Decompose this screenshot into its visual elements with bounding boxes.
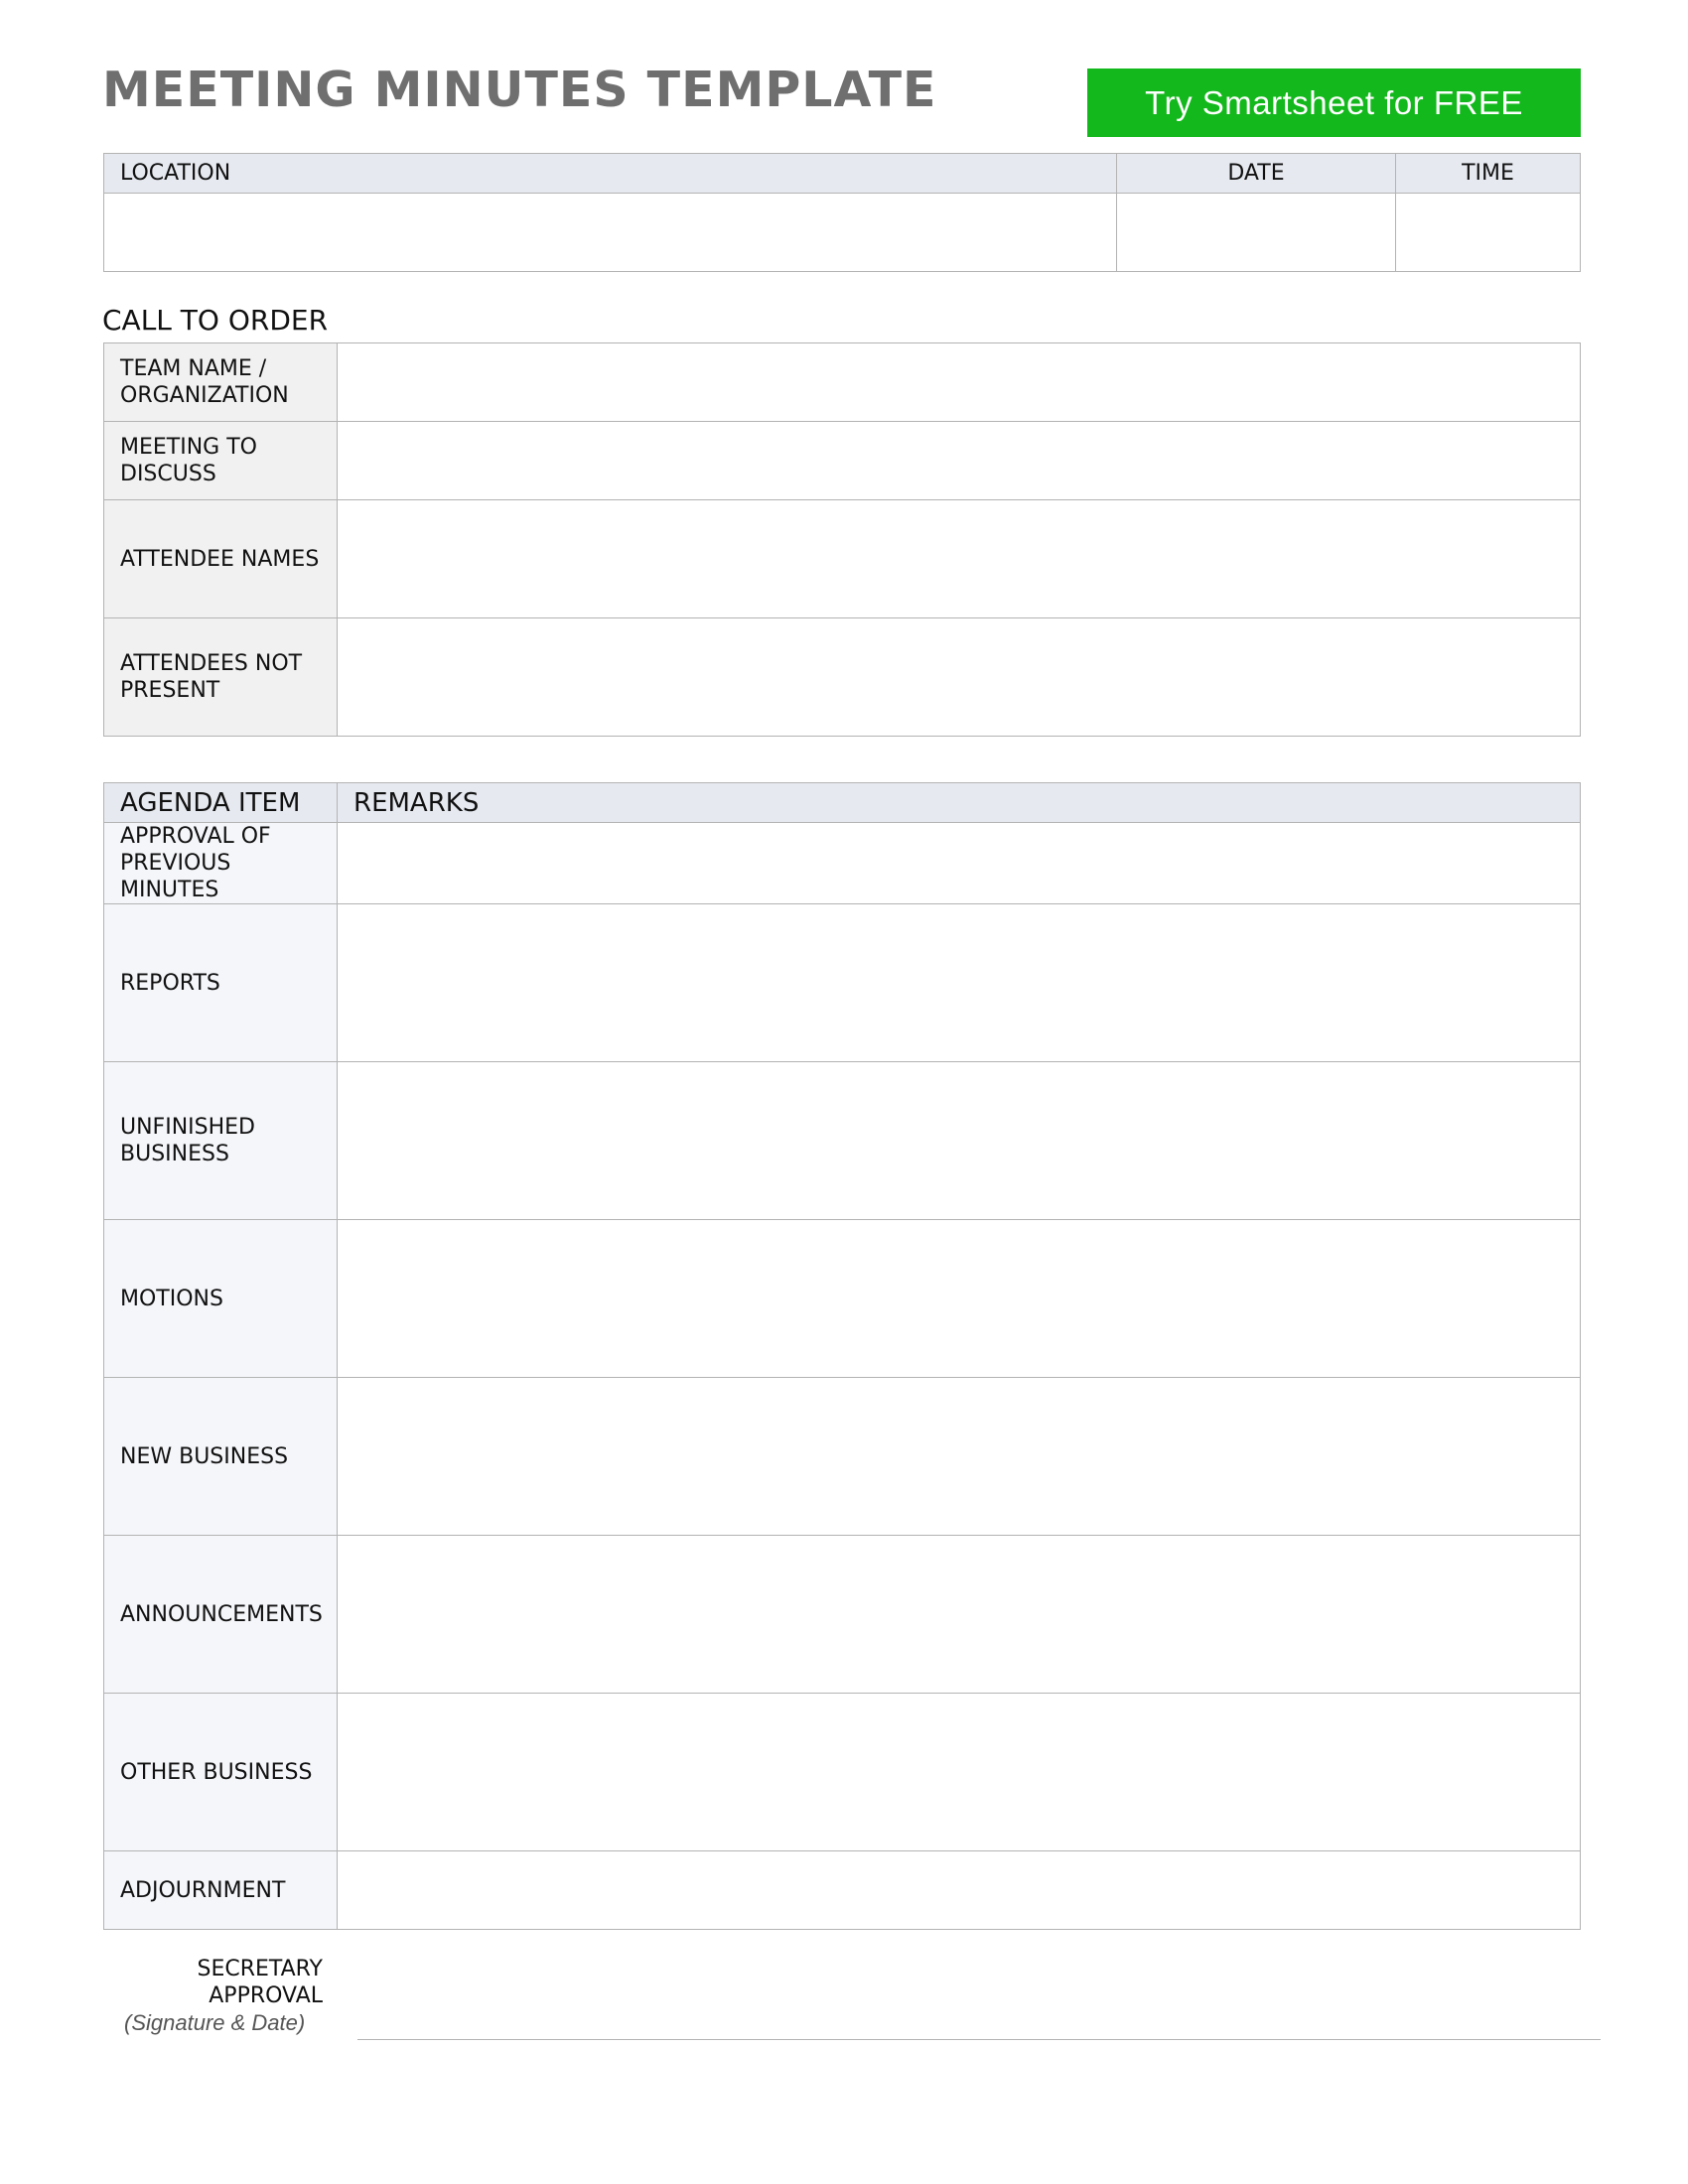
- team-name-label: TEAM NAME / ORGANIZATION: [104, 343, 338, 422]
- date-header: DATE: [1117, 154, 1396, 194]
- signature-date-note: (Signature & Date): [124, 2010, 306, 2035]
- attendee-names-label: ATTENDEE NAMES: [104, 500, 338, 618]
- agenda-table: [103, 782, 1581, 1930]
- attendees-not-present-label: ATTENDEES NOT PRESENT: [104, 618, 338, 737]
- location-field[interactable]: [104, 194, 1117, 272]
- location-header: LOCATION: [104, 154, 1117, 194]
- agenda-item-header: AGENDA ITEM: [104, 783, 338, 823]
- agenda-remarks-field[interactable]: [338, 1536, 1581, 1694]
- time-field[interactable]: [1396, 194, 1581, 272]
- signature-line[interactable]: [357, 2039, 1601, 2040]
- meeting-to-discuss-field[interactable]: [338, 422, 1581, 500]
- agenda-remarks-field[interactable]: [338, 1062, 1581, 1220]
- agenda-remarks-field[interactable]: [338, 1694, 1581, 1851]
- agenda-item-label: NEW BUSINESS: [104, 1378, 338, 1536]
- call-to-order-heading: CALL TO ORDER: [102, 304, 329, 337]
- agenda-item-label: OTHER BUSINESS: [104, 1694, 338, 1851]
- agenda-remarks-field[interactable]: [338, 823, 1581, 904]
- team-name-field[interactable]: [338, 343, 1581, 422]
- agenda-item-label: ANNOUNCEMENTS: [104, 1536, 338, 1694]
- agenda-remarks-field[interactable]: [338, 1378, 1581, 1536]
- secretary-approval-block: [119, 1956, 323, 2036]
- agenda-item-label: APPROVAL OF PREVIOUS MINUTES: [104, 823, 338, 904]
- page-title: MEETING MINUTES TEMPLATE: [102, 62, 937, 118]
- attendee-names-field[interactable]: [338, 500, 1581, 618]
- secretary-label: SECRETARY: [197, 1957, 323, 1981]
- date-field[interactable]: [1117, 194, 1396, 272]
- meeting-to-discuss-label: MEETING TO DISCUSS: [104, 422, 338, 500]
- approval-label: APPROVAL: [209, 1983, 323, 2008]
- agenda-remarks-field[interactable]: [338, 1220, 1581, 1378]
- attendees-not-present-field[interactable]: [338, 618, 1581, 737]
- call-to-order-table: [103, 342, 1581, 737]
- agenda-item-label: ADJOURNMENT: [104, 1851, 338, 1930]
- agenda-item-label: UNFINISHED BUSINESS: [104, 1062, 338, 1220]
- remarks-header: REMARKS: [338, 783, 1581, 823]
- agenda-item-label: MOTIONS: [104, 1220, 338, 1378]
- meeting-info-table: [103, 153, 1581, 272]
- agenda-remarks-field[interactable]: [338, 904, 1581, 1062]
- time-header: TIME: [1396, 154, 1581, 194]
- agenda-item-label: REPORTS: [104, 904, 338, 1062]
- agenda-remarks-field[interactable]: [338, 1851, 1581, 1930]
- try-smartsheet-button[interactable]: Try Smartsheet for FREE: [1087, 68, 1581, 137]
